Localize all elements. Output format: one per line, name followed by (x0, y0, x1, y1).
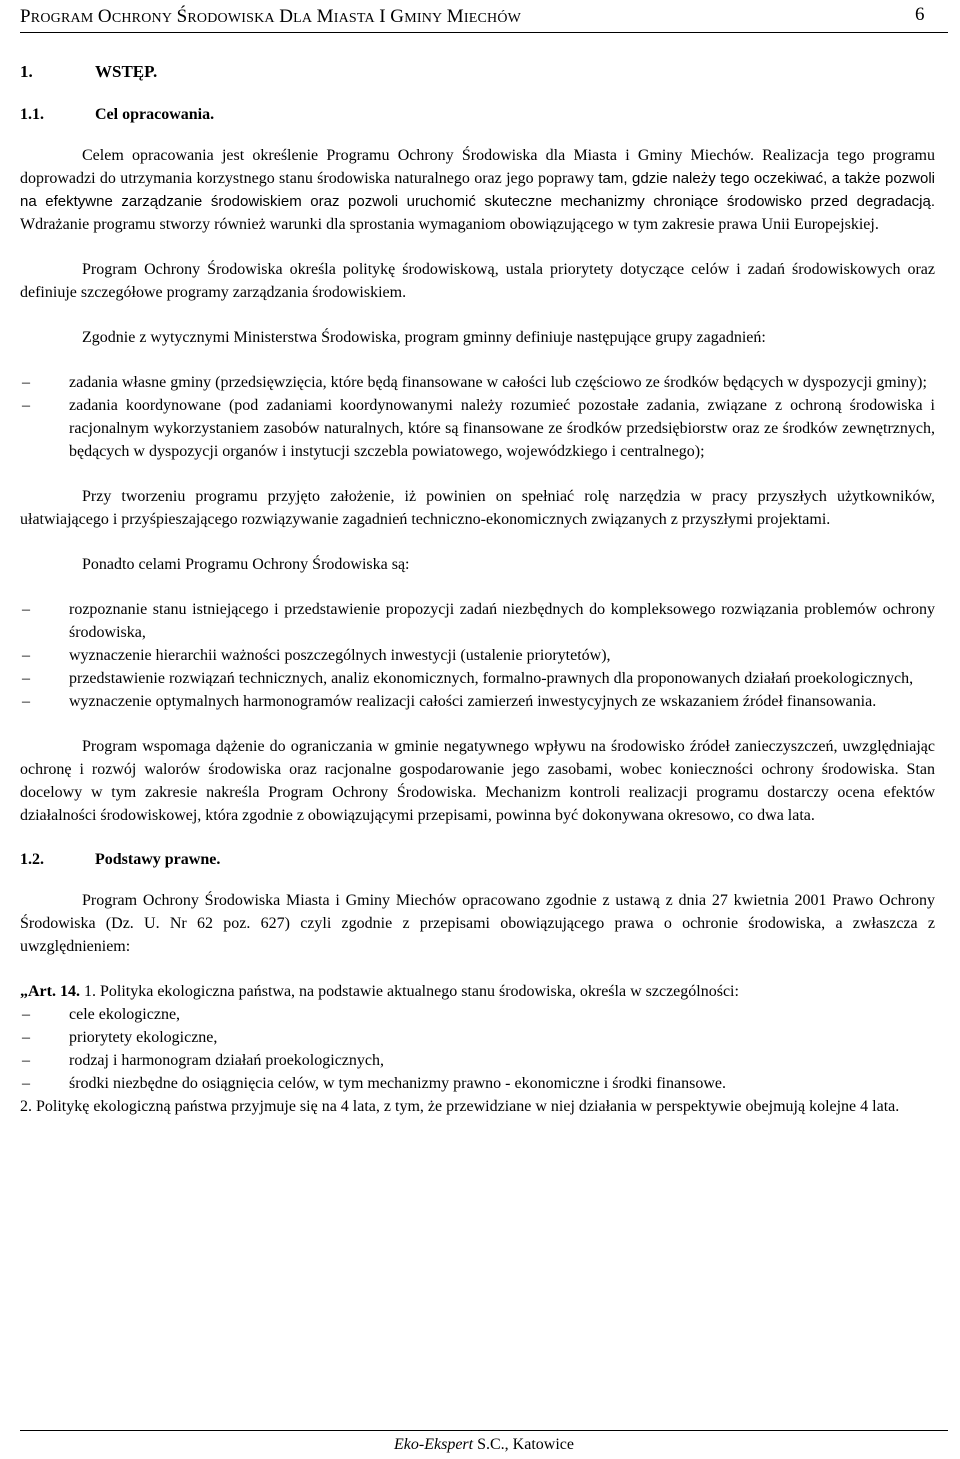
section-title: Podstawy prawne. (95, 851, 221, 868)
list-item-text: przedstawienie rozwiązań technicznych, analiz ekonomicznych, formalno-prawnych dla proponowanych działań proekologicznych, (69, 670, 914, 687)
header-title-text: PROGRAM OCHRONY ŚRODOWISKA DLA MIASTA I GMINY MIECHÓW (20, 6, 522, 27)
dash-bullet: – (22, 374, 30, 391)
policy-elements-list (20, 1003, 935, 1095)
paragraph-purpose (20, 144, 935, 236)
paragraph-text: Celem opracowania jest określenie Programu Ochrony Środowiska dla Miasta i Gminy Miechów. Realizacja tego programu doprowadzi do utrzymania korzystnego stanu środowiska naturalnego oraz jego poprawy (20, 147, 935, 187)
footer-suffix: S.C., Katowice (473, 1436, 574, 1453)
list-item-text: wyznaczenie optymalnych harmonogramów realizacji całości zamierzeń inwestycyjnych ze wskazaniem źródeł finansowania. (69, 693, 877, 710)
section-number: 1. (20, 62, 33, 81)
dash-bullet: – (22, 1029, 30, 1046)
dash-bullet: – (22, 1052, 30, 1069)
dash-bullet: – (22, 397, 30, 414)
list-item-text: środki niezbędne do osiągnięcia celów, w tym mechanizmy prawno - ekonomiczne i środki finansowe. (69, 1075, 726, 1092)
page-footer (20, 1430, 948, 1454)
list-item (20, 1072, 935, 1095)
list-item (20, 1026, 935, 1049)
paragraph-policy-period: 2. Politykę ekologiczną państwa przyjmuje się na 4 lata, z tym, że przewidziane w niej działania w perspektywie obejmują kolejne 4 lata. (20, 1098, 900, 1115)
paragraph-program-support: Program wspomaga dążenie do ograniczania w gminie negatywnego wpływu na środowisko źródeł zanieczyszczeń, uwzględniając ochronę i rozwój walorów środowiska oraz racjonalne gospodarowanie jego zasobami, wobec konieczności ochrony środowiska. Stan docelowy w tym zakresie nakreśla Program Ochrony Środowiska. Mechanizm kontroli realizacji programu dostarczy ocena efektów działalności środowiskowej, która zgodnie z obowiązującymi przepisami, powinna być dokonywana okresowo, co dwa lata. (20, 738, 935, 824)
task-groups-list (20, 371, 935, 463)
dash-bullet: – (22, 670, 30, 687)
list-item-text: zadania koordynowane (pod zadaniami koordynowanymi należy rozumieć pozostałe zadania, związane z ochroną środowiska i racjonalnym wykorzystaniem zasobów naturalnych, które są finansowane ze środków przedsiębiorstw oraz ze środków zewnętrznych, będących w dyspozycji organów i instytucji szczebla powiatowego, wojewódzkiego i centralnego); (69, 397, 935, 460)
paragraph-assumption: Przy tworzeniu programu przyjęto założenie, iż powinien on spełniać rolę narzędzia w pracy przyszłych użytkowników, ułatwiającego i przyśpieszającego rozwiązywanie zagadnień techniczno-ekonomicznych związanych z przyszłymi projektami. (20, 488, 935, 528)
paragraph-program-definition: Program Ochrony Środowiska określa politykę środowiskową, ustala priorytety dotyczące celów i zadań środowiskowych oraz definiuje szczegółowe programy zarządzania środowiskiem. (20, 261, 935, 301)
section-number: 1.2. (20, 851, 44, 868)
dash-bullet: – (22, 647, 30, 664)
goals-list (20, 598, 935, 713)
paragraph-goals-intro: Ponadto celami Programu Ochrony Środowiska są: (82, 556, 410, 573)
list-item (20, 667, 935, 690)
section-title: Cel opracowania. (95, 106, 215, 123)
article-text: 1. Polityka ekologiczna państwa, na podstawie aktualnego stanu środowiska, określa w szczególności: (79, 983, 739, 1000)
paragraph-text: Wdrażanie programu stworzy również warunki dla sprostania wymaganiom obowiązującego w tym zakresie prawa Unii Europejskiej. (20, 216, 879, 233)
header-title (20, 6, 521, 28)
list-item (20, 394, 935, 463)
section-title: WSTĘP. (95, 62, 158, 81)
section-number: 1.1. (20, 106, 44, 123)
list-item (20, 690, 935, 713)
paragraph-guidelines: Zgodnie z wytycznymi Ministerstwa Środowiska, program gminny definiuje następujące grupy zagadnień: (82, 329, 766, 346)
section-heading-1-1 (20, 106, 935, 124)
footer-company: Eko-Ekspert (394, 1436, 474, 1453)
paragraph-legal-basis: Program Ochrony Środowiska Miasta i Gminy Miechów opracowano zgodnie z ustawą z dnia 27 kwietnia 2001 Prawo Ochrony Środowiska (Dz. U. Nr 62 poz. 627) czyli zgodnie z przepisami obowiązującego prawa o ochronie środowiska, a zwłaszcza z uwzględnieniem: (20, 892, 935, 955)
list-item (20, 644, 935, 667)
list-item (20, 371, 935, 394)
dash-bullet: – (22, 693, 30, 710)
article-ref: „Art. 14. (20, 983, 80, 1000)
dash-bullet: – (22, 1006, 30, 1023)
list-item-text: rozpoznanie stanu istniejącego i przedstawienie propozycji zadań niezbędnych do kompleksowego rozwiązania problemów ochrony środowiska, (69, 601, 935, 641)
list-item (20, 1003, 935, 1026)
section-heading-1-2 (20, 851, 935, 869)
paragraph-article (20, 980, 935, 1003)
document-body (20, 62, 935, 1118)
list-item-text: zadania własne gminy (przedsięwzięcia, które będą finansowane w całości lub częściowo ze środków będących w dyspozycji gminy); (69, 374, 927, 391)
page-header (20, 2, 948, 33)
list-item-text: rodzaj i harmonogram działań proekologicznych, (69, 1052, 384, 1069)
list-item (20, 1049, 935, 1072)
page-number: 6 (915, 4, 925, 25)
list-item-text: cele ekologiczne, (69, 1006, 181, 1023)
section-heading-1 (20, 62, 935, 84)
paragraph-text-sans: tam, gdzie należy tego oczekiwać, a także pozwoli na efektywne zarządzanie środowiskiem oraz pozwoli uruchomić skuteczne mechanizmy chroniące środowisko przed degradacją. (20, 170, 935, 210)
list-item-text: priorytety ekologiczne, (69, 1029, 218, 1046)
list-item (20, 598, 935, 644)
dash-bullet: – (22, 1075, 30, 1092)
list-item-text: wyznaczenie hierarchii ważności poszczególnych inwestycji (ustalenie priorytetów), (69, 647, 611, 664)
dash-bullet: – (22, 601, 30, 618)
